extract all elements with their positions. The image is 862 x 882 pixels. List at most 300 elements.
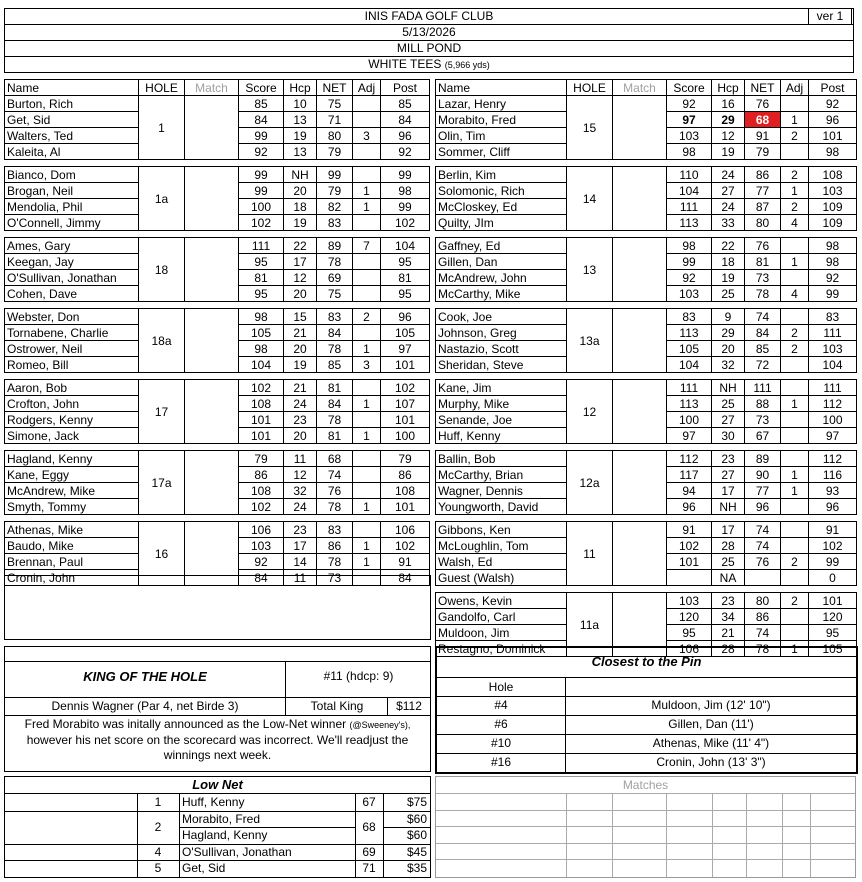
tees-label: WHITE TEES (5,966 yds) <box>4 56 854 73</box>
left-hcp-cell: 15 <box>284 309 317 325</box>
right-post-cell: 112 <box>809 396 857 412</box>
right-hcp-cell: 21 <box>712 625 745 641</box>
right-post-cell: 101 <box>809 593 857 609</box>
left-player-row <box>5 167 430 183</box>
right-name-cell: Ballin, Bob <box>436 451 567 467</box>
right-score-cell: 120 <box>667 609 712 625</box>
left-col-net: NET <box>317 80 353 96</box>
left-adj-cell <box>353 286 381 302</box>
left-hole-cell: 1a <box>139 167 185 231</box>
left-name-cell: Walters, Ted <box>5 128 139 144</box>
right-adj-cell: 4 <box>781 286 809 302</box>
king-total-label: Total King <box>310 699 364 713</box>
right-post-cell: 98 <box>809 238 857 254</box>
right-adj-cell: 1 <box>781 396 809 412</box>
right-hcp-cell: 23 <box>712 593 745 609</box>
left-hcp-cell: 20 <box>284 183 317 199</box>
left-name-cell: Rodgers, Kenny <box>5 412 139 428</box>
left-name-cell: Athenas, Mike <box>5 522 139 538</box>
right-adj-cell <box>781 96 809 112</box>
left-hcp-cell: 20 <box>284 428 317 444</box>
low-net-name: Get, Sid <box>182 861 226 876</box>
right-net-cell: 90 <box>745 467 781 483</box>
left-hole-cell: 17a <box>139 451 185 515</box>
right-post-cell: 112 <box>809 451 857 467</box>
right-adj-cell: 2 <box>781 554 809 570</box>
right-net-cell: 72 <box>745 357 781 373</box>
left-net-cell: 81 <box>317 380 353 396</box>
right-hcp-cell: 33 <box>712 215 745 231</box>
right-hole-cell: 11a <box>567 593 613 657</box>
left-adj-cell <box>353 254 381 270</box>
right-name-cell: Owens, Kevin <box>436 593 567 609</box>
left-net-cell: 68 <box>317 451 353 467</box>
left-name-cell: Brogan, Neil <box>5 183 139 199</box>
left-name-cell: Brennan, Paul <box>5 554 139 570</box>
left-match-cell <box>185 380 239 444</box>
right-adj-cell: 1 <box>781 641 809 657</box>
right-name-cell: Sheridan, Steve <box>436 357 567 373</box>
left-name-cell: Simone, Jack <box>5 428 139 444</box>
ctp-winner: Cronin, John (13' 3") <box>656 755 766 769</box>
right-col-name: Name <box>436 80 567 96</box>
right-hole-cell: 13a <box>567 309 613 373</box>
low-net-net: 69 <box>362 844 376 859</box>
left-post-cell: 84 <box>381 112 430 128</box>
left-net-cell: 79 <box>317 144 353 160</box>
left-player-row <box>5 451 430 467</box>
right-score-cell: 99 <box>667 254 712 270</box>
left-post-cell: 91 <box>381 554 430 570</box>
right-match-cell <box>613 451 667 515</box>
right-adj-cell <box>781 412 809 428</box>
right-player-row <box>436 522 857 538</box>
right-name-cell: Kane, Jim <box>436 380 567 396</box>
right-hole-cell: 15 <box>567 96 613 160</box>
right-post-cell: 83 <box>809 309 857 325</box>
left-score-cell: 102 <box>239 380 284 396</box>
left-hcp-cell: 21 <box>284 325 317 341</box>
left-hcp-cell: NH <box>284 167 317 183</box>
left-adj-cell <box>353 522 381 538</box>
right-score-cell: 97 <box>667 428 712 444</box>
left-name-cell: Hagland, Kenny <box>5 451 139 467</box>
right-hcp-cell: 27 <box>712 467 745 483</box>
ctp-hole: #4 <box>494 698 508 712</box>
right-post-cell: 120 <box>809 609 857 625</box>
low-net-name: O'Sullivan, Jonathan <box>182 844 292 859</box>
right-hcp-cell: 12 <box>712 128 745 144</box>
right-score-cell: 113 <box>667 215 712 231</box>
right-name-cell: Cook, Joe <box>436 309 567 325</box>
right-name-cell: Sommer, Cliff <box>436 144 567 160</box>
right-name-cell: McCloskey, Ed <box>436 199 567 215</box>
right-score-cell: 104 <box>667 357 712 373</box>
left-col-post: Post <box>381 80 430 96</box>
right-score-cell: 101 <box>667 554 712 570</box>
left-hcp-cell: 11 <box>284 570 317 586</box>
left-name-cell: Tornabene, Charlie <box>5 325 139 341</box>
right-score-cell: 94 <box>667 483 712 499</box>
right-score-cell: 111 <box>667 380 712 396</box>
right-hcp-cell: 27 <box>712 412 745 428</box>
right-scorecard <box>435 79 857 657</box>
left-score-cell: 98 <box>239 309 284 325</box>
right-col-hcp: Hcp <box>712 80 745 96</box>
left-net-cell: 99 <box>317 167 353 183</box>
right-post-cell: 100 <box>809 412 857 428</box>
left-score-cell: 99 <box>239 183 284 199</box>
right-adj-cell <box>781 238 809 254</box>
left-col-name: Name <box>5 80 139 96</box>
left-hcp-cell: 11 <box>284 451 317 467</box>
right-hcp-cell: 24 <box>712 167 745 183</box>
left-score-cell: 108 <box>239 396 284 412</box>
right-net-cell: 96 <box>745 499 781 515</box>
left-net-cell: 78 <box>317 254 353 270</box>
left-score-cell: 84 <box>239 570 284 586</box>
right-post-cell: 98 <box>809 254 857 270</box>
left-post-cell: 81 <box>381 270 430 286</box>
left-net-cell: 83 <box>317 522 353 538</box>
right-post-cell: 97 <box>809 428 857 444</box>
ctp-title: Closest to the Pin <box>591 654 702 669</box>
left-net-cell: 74 <box>317 467 353 483</box>
left-name-cell: O'Connell, Jimmy <box>5 215 139 231</box>
left-score-cell: 104 <box>239 357 284 373</box>
left-adj-cell: 3 <box>353 357 381 373</box>
right-hcp-cell: 25 <box>712 396 745 412</box>
right-hcp-cell: 27 <box>712 183 745 199</box>
right-name-cell: Morabito, Fred <box>436 112 567 128</box>
right-header-row <box>436 80 857 96</box>
left-post-cell: 95 <box>381 286 430 302</box>
left-score-cell: 103 <box>239 538 284 554</box>
right-net-cell: 74 <box>745 625 781 641</box>
right-hcp-cell: 19 <box>712 270 745 286</box>
right-adj-cell <box>781 309 809 325</box>
right-adj-cell <box>781 570 809 586</box>
right-net-cell: 91 <box>745 128 781 144</box>
left-hole-cell: 18a <box>139 309 185 373</box>
right-match-cell <box>613 309 667 373</box>
left-score-cell: 106 <box>239 522 284 538</box>
left-adj-cell <box>353 451 381 467</box>
left-name-cell: Burton, Rich <box>5 96 139 112</box>
left-score-cell: 101 <box>239 412 284 428</box>
right-score-cell: 92 <box>667 96 712 112</box>
left-post-cell: 79 <box>381 451 430 467</box>
low-net-place: 4 <box>154 844 162 859</box>
left-adj-cell <box>353 112 381 128</box>
right-hole-cell: 12 <box>567 380 613 444</box>
left-hcp-cell: 20 <box>284 286 317 302</box>
left-post-cell: 105 <box>381 325 430 341</box>
right-net-cell: 74 <box>745 309 781 325</box>
right-post-cell: 111 <box>809 325 857 341</box>
right-name-cell: Gandolfo, Carl <box>436 609 567 625</box>
left-score-cell: 98 <box>239 341 284 357</box>
left-score-cell: 81 <box>239 270 284 286</box>
left-hole-cell: 16 <box>139 522 185 586</box>
left-net-cell: 76 <box>317 483 353 499</box>
left-adj-cell: 2 <box>353 309 381 325</box>
low-net-amt: $60 <box>406 811 427 826</box>
left-name-cell: Keegan, Jay <box>5 254 139 270</box>
left-name-cell: Crofton, John <box>5 396 139 412</box>
ctp-hole: #10 <box>490 736 512 750</box>
right-post-cell: 99 <box>809 286 857 302</box>
right-post-cell: 105 <box>809 641 857 657</box>
left-post-cell: 95 <box>381 254 430 270</box>
right-net-cell: 87 <box>745 199 781 215</box>
left-adj-cell <box>353 412 381 428</box>
left-score-cell: 102 <box>239 499 284 515</box>
right-player-row <box>436 593 857 609</box>
left-hcp-cell: 17 <box>284 254 317 270</box>
left-score-cell: 102 <box>239 215 284 231</box>
left-hcp-cell: 24 <box>284 396 317 412</box>
right-post-cell: 103 <box>809 341 857 357</box>
right-name-cell: Gibbons, Ken <box>436 522 567 538</box>
right-net-cell: 74 <box>745 538 781 554</box>
low-net-net: 67 <box>362 795 376 809</box>
right-score-cell: 98 <box>667 144 712 160</box>
left-net-cell: 78 <box>317 554 353 570</box>
right-match-cell <box>613 96 667 160</box>
right-hole-cell: 11 <box>567 522 613 586</box>
left-col-hole: HOLE <box>139 80 185 96</box>
left-hole-cell: 18 <box>139 238 185 302</box>
right-name-cell: Guest (Walsh) <box>436 570 567 586</box>
right-net-cell: 74 <box>745 522 781 538</box>
right-hcp-cell: 30 <box>712 428 745 444</box>
right-score-cell: 103 <box>667 286 712 302</box>
right-net-cell: 111 <box>745 380 781 396</box>
right-score-cell: 96 <box>667 499 712 515</box>
matches-title: Matches <box>622 778 669 792</box>
right-name-cell: Walsh, Ed <box>436 554 567 570</box>
left-col-adj: Adj <box>353 80 381 96</box>
right-col-adj: Adj <box>781 80 809 96</box>
right-adj-cell <box>781 625 809 641</box>
left-net-cell: 81 <box>317 428 353 444</box>
right-hcp-cell: 24 <box>712 199 745 215</box>
right-match-cell <box>613 522 667 586</box>
left-col-score: Score <box>239 80 284 96</box>
right-adj-cell: 1 <box>781 254 809 270</box>
right-net-cell: 88 <box>745 396 781 412</box>
left-net-cell: 83 <box>317 309 353 325</box>
right-name-cell: McCarthy, Brian <box>436 467 567 483</box>
left-post-cell: 84 <box>381 570 430 586</box>
left-hcp-cell: 10 <box>284 96 317 112</box>
right-post-cell: 91 <box>809 522 857 538</box>
right-net-cell: 85 <box>745 341 781 357</box>
right-name-cell: McLoughlin, Tom <box>436 538 567 554</box>
left-match-cell <box>185 167 239 231</box>
left-hcp-cell: 23 <box>284 412 317 428</box>
right-adj-cell: 2 <box>781 341 809 357</box>
left-score-cell: 86 <box>239 467 284 483</box>
left-score-cell: 92 <box>239 554 284 570</box>
right-net-cell: 68 <box>745 112 781 128</box>
right-hcp-cell: 19 <box>712 144 745 160</box>
right-net-cell: 80 <box>745 215 781 231</box>
right-name-cell: Huff, Kenny <box>436 428 567 444</box>
left-net-cell: 83 <box>317 215 353 231</box>
left-adj-cell <box>353 270 381 286</box>
ctp-hole-header: Hole <box>488 680 514 694</box>
right-col-hole: HOLE <box>567 80 613 96</box>
right-match-cell <box>613 380 667 444</box>
right-score-cell: 105 <box>667 341 712 357</box>
right-post-cell: 92 <box>809 96 857 112</box>
right-net-cell: 78 <box>745 641 781 657</box>
left-net-cell: 86 <box>317 538 353 554</box>
left-adj-cell <box>353 144 381 160</box>
right-post-cell: 104 <box>809 357 857 373</box>
right-post-cell: 108 <box>809 167 857 183</box>
right-col-match: Match <box>613 80 667 96</box>
left-adj-cell: 1 <box>353 428 381 444</box>
left-hcp-cell: 13 <box>284 112 317 128</box>
left-post-cell: 101 <box>381 357 430 373</box>
left-net-cell: 84 <box>317 325 353 341</box>
right-net-cell: 77 <box>745 183 781 199</box>
left-score-cell: 99 <box>239 128 284 144</box>
left-match-cell <box>185 309 239 373</box>
right-adj-cell: 1 <box>781 467 809 483</box>
left-score-cell: 84 <box>239 112 284 128</box>
right-hcp-cell: 29 <box>712 112 745 128</box>
right-adj-cell: 1 <box>781 183 809 199</box>
left-net-cell: 84 <box>317 396 353 412</box>
left-post-cell: 102 <box>381 538 430 554</box>
left-hcp-cell: 18 <box>284 199 317 215</box>
left-name-cell: Kane, Eggy <box>5 467 139 483</box>
left-post-cell: 86 <box>381 467 430 483</box>
right-adj-cell <box>781 451 809 467</box>
low-net-name: Huff, Kenny <box>182 795 245 809</box>
right-name-cell: Berlin, Kim <box>436 167 567 183</box>
left-net-cell: 73 <box>317 570 353 586</box>
right-net-cell: 79 <box>745 144 781 160</box>
left-score-cell: 100 <box>239 199 284 215</box>
right-adj-cell <box>781 144 809 160</box>
left-adj-cell: 1 <box>353 554 381 570</box>
left-adj-cell: 3 <box>353 128 381 144</box>
left-name-cell: Ames, Gary <box>5 238 139 254</box>
left-scorecard <box>4 79 430 586</box>
left-name-cell: Baudo, Mike <box>5 538 139 554</box>
king-of-the-hole-panel <box>4 646 431 772</box>
left-adj-cell: 1 <box>353 538 381 554</box>
right-hcp-cell: 32 <box>712 357 745 373</box>
right-hcp-cell: 34 <box>712 609 745 625</box>
right-score-cell: 92 <box>667 270 712 286</box>
right-player-row <box>436 380 857 396</box>
left-score-cell: 95 <box>239 254 284 270</box>
right-player-row <box>436 309 857 325</box>
ctp-winner: Gillen, Dan (11') <box>668 717 754 731</box>
right-post-cell: 92 <box>809 270 857 286</box>
left-post-cell: 104 <box>381 238 430 254</box>
right-score-cell: 103 <box>667 128 712 144</box>
low-net-amt: $60 <box>406 828 427 843</box>
left-name-cell: Aaron, Bob <box>5 380 139 396</box>
left-hcp-cell: 19 <box>284 215 317 231</box>
right-net-cell: 84 <box>745 325 781 341</box>
left-adj-cell <box>353 325 381 341</box>
right-post-cell: 96 <box>809 112 857 128</box>
right-name-cell: Murphy, Mike <box>436 396 567 412</box>
right-score-cell: 95 <box>667 625 712 641</box>
left-adj-cell: 1 <box>353 199 381 215</box>
left-score-cell: 111 <box>239 238 284 254</box>
right-hole-cell: 14 <box>567 167 613 231</box>
right-net-cell: 76 <box>745 96 781 112</box>
right-hcp-cell: 17 <box>712 483 745 499</box>
right-post-cell: 109 <box>809 215 857 231</box>
left-net-cell: 78 <box>317 341 353 357</box>
low-net-net: 68 <box>362 819 376 834</box>
left-post-cell: 101 <box>381 499 430 515</box>
right-hcp-cell: 9 <box>712 309 745 325</box>
left-hcp-cell: 14 <box>284 554 317 570</box>
right-adj-cell <box>781 428 809 444</box>
right-score-cell: 111 <box>667 199 712 215</box>
left-net-cell: 89 <box>317 238 353 254</box>
right-name-cell: Senande, Joe <box>436 412 567 428</box>
right-net-cell: 86 <box>745 167 781 183</box>
left-hcp-cell: 19 <box>284 128 317 144</box>
right-net-cell: 76 <box>745 554 781 570</box>
king-total: $112 <box>396 699 422 713</box>
right-name-cell: Solomonic, Rich <box>436 183 567 199</box>
left-post-cell: 106 <box>381 522 430 538</box>
right-adj-cell: 2 <box>781 593 809 609</box>
right-net-cell: 80 <box>745 593 781 609</box>
right-name-cell: Nastazio, Scott <box>436 341 567 357</box>
low-net-amt: $35 <box>406 861 427 876</box>
king-winner: Dennis Wagner (Par 4, net Birde 3) <box>51 699 239 713</box>
left-net-cell: 82 <box>317 199 353 215</box>
right-post-cell: 98 <box>809 144 857 160</box>
right-adj-cell: 2 <box>781 325 809 341</box>
left-post-cell: 96 <box>381 309 430 325</box>
left-player-row <box>5 380 430 396</box>
left-adj-cell <box>353 215 381 231</box>
right-net-cell: 67 <box>745 428 781 444</box>
left-adj-cell: 1 <box>353 396 381 412</box>
right-hole-cell: 12a <box>567 451 613 515</box>
right-adj-cell: 2 <box>781 167 809 183</box>
right-adj-cell <box>781 609 809 625</box>
left-hcp-cell: 24 <box>284 499 317 515</box>
right-hcp-cell: 28 <box>712 538 745 554</box>
right-match-cell <box>613 167 667 231</box>
low-net-name: Morabito, Fred <box>182 811 261 826</box>
right-score-cell: 100 <box>667 412 712 428</box>
right-name-cell: Olin, Tim <box>436 128 567 144</box>
ctp-winner: Muldoon, Jim (12' 10") <box>651 698 771 712</box>
right-adj-cell: 1 <box>781 112 809 128</box>
date-label: 5/13/2026 <box>4 24 854 40</box>
right-adj-cell <box>781 538 809 554</box>
right-hcp-cell: 17 <box>712 522 745 538</box>
right-score-cell: 117 <box>667 467 712 483</box>
